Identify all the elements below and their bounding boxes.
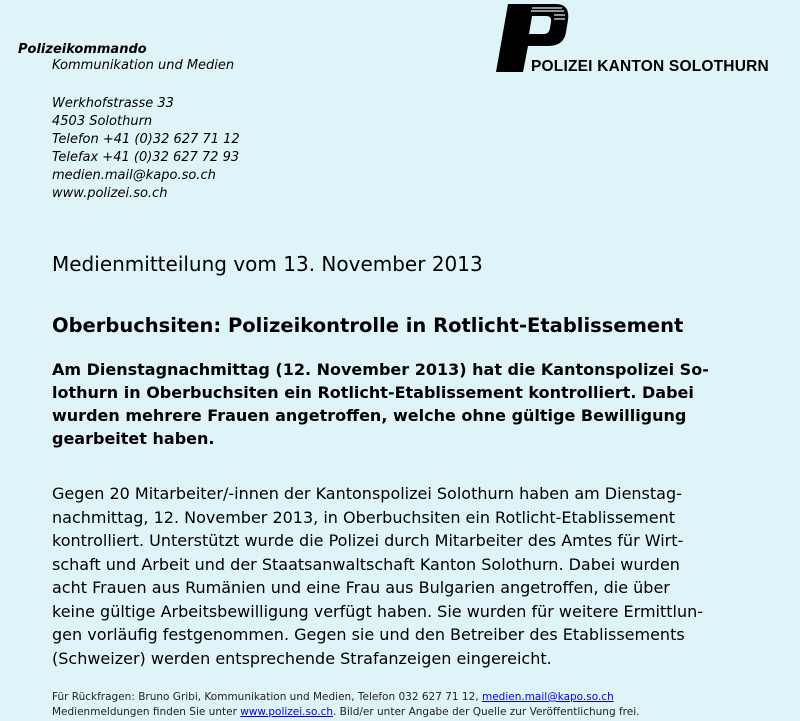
release-date: Medienmitteilung vom 13. November 2013 <box>52 252 483 276</box>
footer-line-media <box>52 705 639 720</box>
body-line: acht Frauen aus Rumänien und eine Frau aus Bulgarien angetroffen, die über <box>52 578 670 597</box>
logo-text: POLIZEI KANTON SOLOTHURN <box>531 58 769 75</box>
lead-line: lothurn in Oberbuchsiten ein Rotlicht-Etablissement kontrolliert. Dabei <box>52 383 694 402</box>
body-line: (Schweizer) werden entsprechende Strafanzeigen eingereicht. <box>52 648 552 668</box>
footer-web-link[interactable]: www.polizei.so.ch <box>240 705 333 718</box>
footer-contact-text: Für Rückfragen: Bruno Gribi, Kommunikation und Medien, Telefon 032 627 71 12, <box>52 691 482 703</box>
address-phone: Telefon +41 (0)32 627 71 12 <box>52 132 240 147</box>
body-line: kontrolliert. Unterstützt wurde die Polizei durch Mitarbeiter des Amtes für Wirt- <box>52 531 684 550</box>
body-line: schaft und Arbeit und der Staatsanwaltschaft Kanton Solothurn. Dabei wurden <box>52 554 680 574</box>
body-line: nachmittag, 12. November 2013, in Oberbuchsiten ein Rotlicht-Etablissement <box>52 507 675 527</box>
body-paragraph <box>52 482 752 670</box>
lead-line: wurden mehrere Frauen angetroffen, welche ohne gültige Bewilligung <box>52 406 687 425</box>
footer-media-prefix: Medienmeldungen finden Sie unter <box>52 705 241 718</box>
address-fax: Telefax +41 (0)32 627 72 93 <box>52 150 240 165</box>
footer-media-suffix: . Bild/er unter Angabe der Quelle zur Veröffentlichung frei. <box>333 705 640 718</box>
footer-line-contact <box>52 690 639 705</box>
police-logo <box>496 2 769 75</box>
body-line: gen vorläufig festgenommen. Gegen sie und den Betreiber des Etablissements <box>52 625 685 644</box>
address-email: medien.mail@kapo.so.ch <box>52 168 216 183</box>
sender-block <box>18 42 234 74</box>
lead-line: gearbeitet haben. <box>52 429 215 448</box>
address-web: www.polizei.so.ch <box>52 186 168 201</box>
body-line: Gegen 20 Mitarbeiter/-innen der Kantonspolizei Solothurn haben am Dienstag- <box>52 484 682 503</box>
lead-paragraph <box>52 358 762 450</box>
address-city: 4503 Solothurn <box>52 114 153 129</box>
footer-email-link[interactable]: medien.mail@kapo.so.ch <box>481 691 614 703</box>
sender-org: Polizeikommando <box>18 42 147 57</box>
address-block <box>52 95 240 203</box>
address-street: Werkhofstrasse 33 <box>52 96 174 111</box>
footer <box>52 690 639 719</box>
body-line: keine gültige Arbeitsbewilligung verfügt haben. Sie wurden für weitere Ermittlun- <box>52 601 704 621</box>
headline: Oberbuchsiten: Polizeikontrolle in Rotlicht-Etablissement <box>52 314 684 337</box>
sender-dept: Kommunikation und Medien <box>52 58 235 73</box>
lead-line: Am Dienstagnachmittag (12. November 2013) hat die Kantonspolizei So- <box>52 360 709 379</box>
